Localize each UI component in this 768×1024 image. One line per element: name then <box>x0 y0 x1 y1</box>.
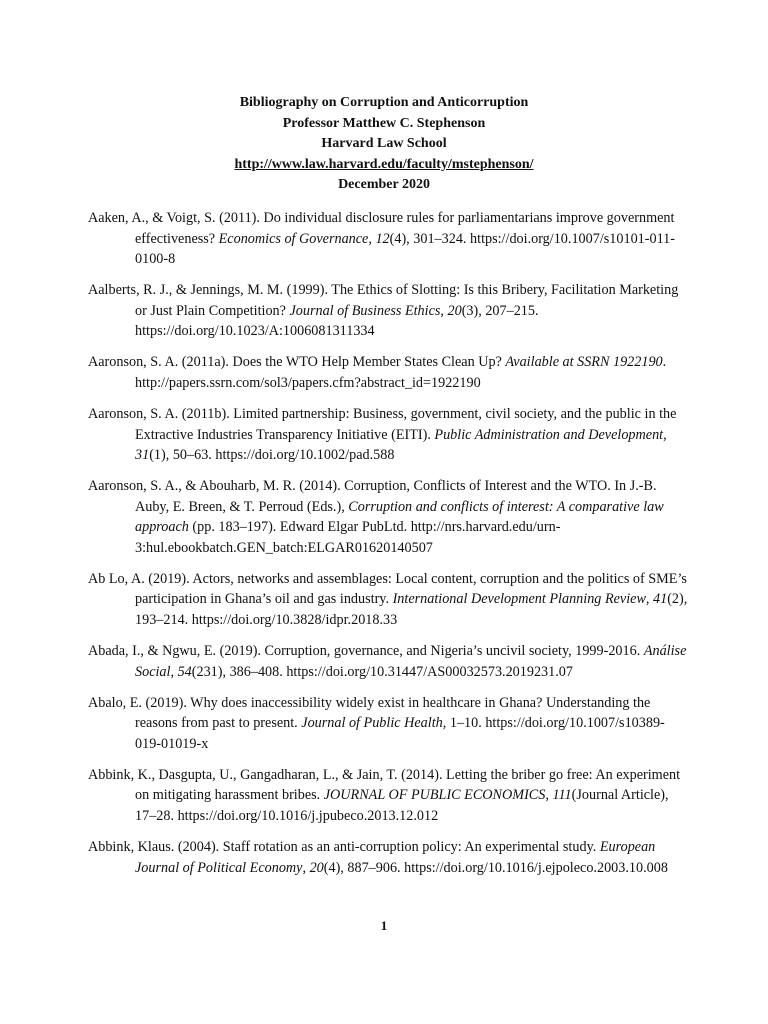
entry-text: Aaronson, S. A., & Abouharb, M. R. (2014). Corruption, Conflicts of Interest and the WTO. In J.-B. Auby, E. Breen, & T. Perroud (Eds.), <box>88 478 657 515</box>
entry-text: , <box>663 426 667 443</box>
bibliography-entry <box>88 208 688 270</box>
entry-text: Aaken, A., & Voigt, S. (2011). Do individual disclosure rules for parliamentarians improve government effectiveness? <box>88 210 675 247</box>
entry-italic-text: 31 <box>135 447 150 464</box>
bibliography-entry <box>88 476 688 558</box>
entry-italic-text: Public Administration and Development <box>434 426 664 443</box>
entry-text: Abbink, K., Dasgupta, U., Gangadharan, L., & Jain, T. (2014). Letting the briber go free: An experiment on mitigating harassment bribes. <box>88 766 681 804</box>
bibliography-entry <box>88 765 688 827</box>
entry-text: Abada, I., & Ngwu, E. (2019). Corruption, governance, and Nigeria’s uncivil society, 1999-2016. <box>88 643 644 660</box>
faculty-url-link[interactable]: http://www.law.harvard.edu/faculty/mstephenson/ <box>234 156 534 172</box>
entry-text: Aaronson, S. A. (2011b). Limited partnership: Business, government, civil society, and the public in the Extractive Industries Transparency Initiative (EITI). <box>88 405 677 443</box>
entry-text: , <box>368 230 376 247</box>
entry-italic-text: 41 <box>653 591 668 608</box>
entry-italic-text: 12 <box>375 230 390 247</box>
entry-italic-text: 20 <box>309 859 324 876</box>
entry-text: , <box>170 663 178 680</box>
entry-italic-text: JOURNAL OF PUBLIC ECONOMICS <box>323 787 546 804</box>
date-line: December 2020 <box>338 177 430 192</box>
entry-italic-text: Journal of Business Ethics <box>289 302 441 319</box>
bibliography-entry <box>88 837 688 878</box>
institution-line: Harvard Law School <box>321 136 447 151</box>
entry-text: (pp. 183–197). Edward Elgar PubLtd. http://nrs.harvard.edu/urn-3:hul.ebookbatch.GEN_batch:ELGAR01620140507 <box>135 519 561 556</box>
bibliography-entry <box>88 352 688 393</box>
entry-text: , <box>545 787 553 804</box>
entry-text: Aaronson, S. A. (2011a). Does the WTO Help Member States Clean Up? <box>88 354 506 371</box>
bibliography-entry <box>88 280 688 342</box>
author-line: Professor Matthew C. Stephenson <box>282 115 486 131</box>
entry-text: (4), 887–906. https://doi.org/10.1016/j.ejpoleco.2003.10.008 <box>323 859 668 876</box>
entry-text: Ab Lo, A. (2019). Actors, networks and assemblages: Local content, corruption and the politics of SME’s participation in Ghana’s oil and gas industry. <box>88 570 687 608</box>
bibliography-entry <box>88 404 688 466</box>
page-number: 1 <box>380 918 388 933</box>
bibliography-entry <box>88 641 688 682</box>
entry-italic-text: Journal of Public Health <box>301 715 443 732</box>
document-title: Bibliography on Corruption and Anticorruption <box>239 95 529 110</box>
entry-italic-text: 111 <box>552 787 572 804</box>
entry-text: (3), 207–215. https://doi.org/10.1023/A:1006081311334 <box>135 302 539 340</box>
bibliography-entry <box>88 569 688 631</box>
entry-text: , 1–10. https://doi.org/10.1007/s10389-019-01019-x <box>135 715 665 752</box>
entry-italic-text: 20 <box>447 302 462 319</box>
entry-italic-text: Corruption and conflicts of interest: A comparative law approach <box>135 498 664 536</box>
entry-italic-text: International Development Planning Review <box>392 591 646 608</box>
entry-text: (231), 386–408. https://doi.org/10.31447/AS00032573.2019231.07 <box>191 663 573 680</box>
entry-text: Aalberts, R. J., & Jennings, M. M. (1999). The Ethics of Slotting: Is this Bribery, Facilitation Marketing or Just Plain Competition? <box>88 282 679 319</box>
entry-italic-text: Economics of Governance <box>218 230 369 247</box>
entry-italic-text: Available at SSRN 1922190 <box>505 354 663 371</box>
entry-italic-text: European Journal of Political Economy <box>135 838 656 876</box>
entry-italic-text: 54 <box>177 663 192 680</box>
entry-text: (2), 193–214. https://doi.org/10.3828/idpr.2018.33 <box>135 591 688 629</box>
entry-italic-text: Análise Social <box>135 643 687 680</box>
entry-text: . http://papers.ssrn.com/sol3/papers.cfm?abstract_id=1922190 <box>135 354 667 391</box>
bibliography-list <box>88 208 688 889</box>
entry-text: (4), 301–324. https://doi.org/10.1007/s10101-011-0100-8 <box>135 230 675 268</box>
bibliography-entry <box>88 693 688 755</box>
entry-text: , <box>302 859 310 876</box>
entry-text: (Journal Article), 17–28. https://doi.org/10.1016/j.jpubeco.2013.12.012 <box>135 787 669 824</box>
entry-text: Abbink, Klaus. (2004). Staff rotation as an anti-corruption policy: An experimental study. <box>88 838 600 855</box>
entry-text: , <box>440 302 448 319</box>
entry-text: (1), 50–63. https://doi.org/10.1002/pad.588 <box>149 447 395 464</box>
entry-text: , <box>645 591 653 608</box>
document-header <box>0 93 768 196</box>
entry-text: Abalo, E. (2019). Why does inaccessibility widely exist in healthcare in Ghana? Understanding the reasons from past to present. <box>88 694 651 732</box>
